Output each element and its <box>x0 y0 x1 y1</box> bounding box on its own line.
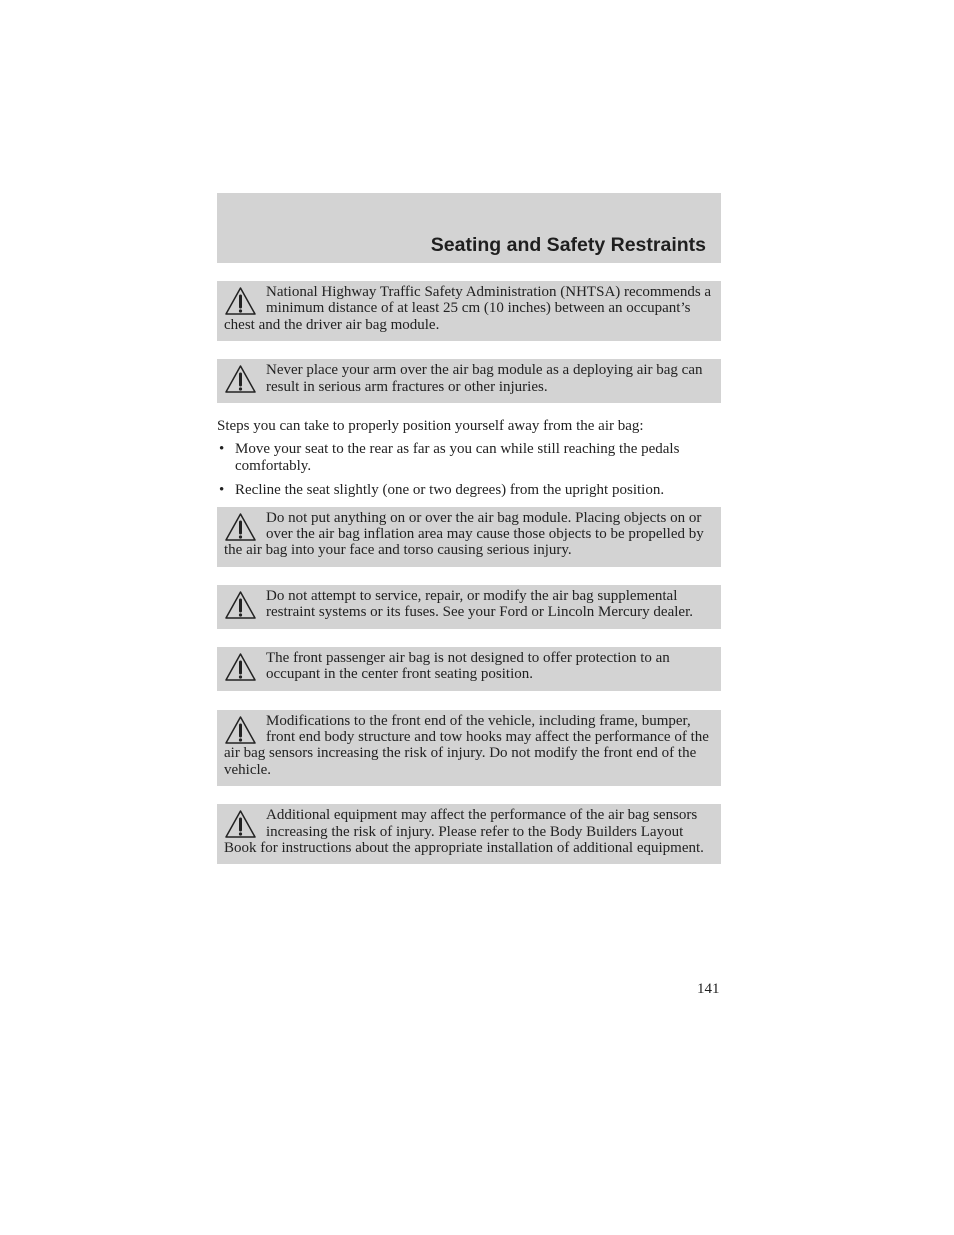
warning-triangle-icon <box>224 286 257 316</box>
warning-triangle-icon <box>224 364 257 394</box>
warning-triangle-icon <box>224 652 257 682</box>
warning-triangle-icon <box>224 809 257 839</box>
section-header <box>217 193 721 263</box>
steps-intro: Steps you can take to properly position yourself away from the air bag: <box>217 418 644 435</box>
warning-text: Never place your arm over the air bag module as a deploying air bag can result in serious arm fractures or other injuries. <box>266 362 703 395</box>
warning-text: National Highway Traffic Safety Administration (NHTSA) recommends a minimum distance of at least 25 cm (10 inches) between an occupant’s chest and the driver air bag module. <box>224 284 712 333</box>
manual-page <box>217 193 721 864</box>
warning-text: The front passenger air bag is not designed to offer protection to an occupant in the center front seating position. <box>266 649 670 683</box>
warning-box-center-seating <box>217 647 721 691</box>
warning-text: Additional equipment may affect the performance of the air bag sensors increasing the risk of injury. Please refer to the Body Builders Layout Book for instructions about the appropriate installation of additional equipment. <box>224 807 704 856</box>
warning-box-additional-equipment <box>217 804 721 864</box>
list-item: • Move your seat to the rear as far as you can while still reaching the pedals comfortably. <box>219 441 680 474</box>
warning-box-nhtsa-distance <box>217 281 721 341</box>
warning-box-service-repair <box>217 585 721 629</box>
page-number: 141 <box>697 981 720 997</box>
section-title: Seating and Safety Restraints <box>430 234 706 256</box>
list-item: • Recline the seat slightly (one or two degrees) from the upright position. <box>219 482 665 499</box>
warning-box-objects-on-module <box>217 507 721 567</box>
warning-text: Modifications to the front end of the vehicle, including frame, bumper, front end body structure and tow hooks may affect the performance of the air bag sensors increasing the risk of injury. Do not modify the front end of the vehicle. <box>224 712 709 778</box>
steps-list <box>217 441 721 498</box>
warning-text: Do not attempt to service, repair, or modify the air bag supplemental restraint systems or its fuses. See your Ford or Lincoln Mercury dealer. <box>266 587 693 621</box>
warning-box-front-end-modifications <box>217 710 721 787</box>
warning-triangle-icon <box>224 512 257 542</box>
warning-box-arm-placement <box>217 359 721 403</box>
warning-text: Do not put anything on or over the air bag module. Placing objects on or over the air bag inflation area may cause those objects to be propelled by the air bag into your face and torso causing serious injury. <box>224 509 704 559</box>
warning-triangle-icon <box>224 590 257 620</box>
warning-triangle-icon <box>224 715 257 745</box>
